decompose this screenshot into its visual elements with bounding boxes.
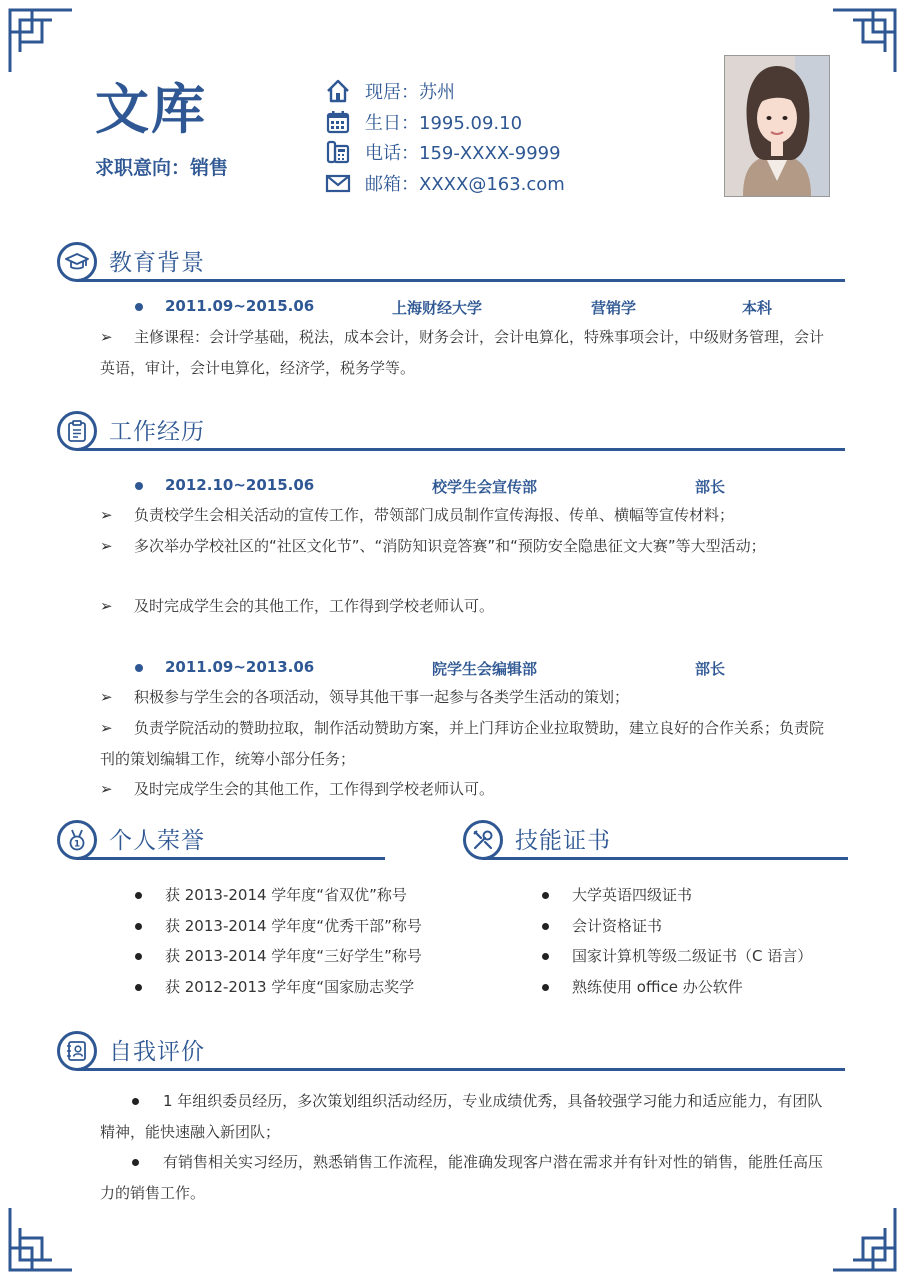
arrow-bullet-icon: ➢	[100, 780, 113, 798]
section-divider	[77, 1068, 845, 1071]
home-icon	[325, 78, 351, 104]
work-entry-1	[135, 476, 835, 496]
contact-phone: 电话：159-XXXX-9999	[365, 143, 561, 165]
section-title: 个人荣誉	[109, 828, 205, 854]
svg-text:1: 1	[73, 839, 81, 850]
corner-ornament-bottom-left	[8, 1206, 74, 1272]
calendar-icon	[325, 109, 351, 135]
work-role: 部长	[695, 660, 726, 678]
contact-birthday: 生日：1995.09.10	[365, 112, 523, 134]
list-item: 获 2012-2013 学年度“国家励志奖学	[135, 972, 422, 1003]
arrow-bullet-icon: ➢	[100, 328, 113, 346]
skills-list	[542, 880, 812, 1002]
section-work	[57, 411, 845, 455]
arrow-bullet-icon: ➢	[100, 506, 113, 524]
section-education	[57, 242, 845, 286]
mail-icon	[325, 170, 351, 196]
medal-icon	[57, 820, 97, 860]
clipboard-icon	[57, 411, 97, 451]
contact-email: 邮箱：XXXX@163.com	[365, 173, 565, 195]
list-item: 获 2013-2014 学年度“优秀干部”称号	[135, 911, 422, 942]
candidate-name: 文库	[95, 78, 207, 141]
corner-ornament-top-left	[8, 8, 74, 74]
bullet-dot	[135, 664, 143, 672]
contact-row-email	[325, 168, 565, 199]
contact-row-phone	[325, 137, 565, 168]
work-org: 院学生会编辑部	[432, 660, 538, 678]
education-courses: ➢ 主修课程：会计学基础，税法，成本会计，财务会计，会计电算化，特殊事项会计，中级财务管理，会计英语，审计，会计电算化，经济学，税务学等。	[100, 322, 830, 383]
work-period: 2012.10~2015.06	[165, 476, 315, 494]
section-divider	[483, 857, 848, 860]
work-item: ➢ 负责学院活动的赞助拉取，制作活动赞助方案，并上门拜访企业拉取赞助，建立良好的合作关系；负责院刊的策划编辑工作，统筹小部分任务；	[100, 713, 830, 774]
contact-info	[325, 76, 565, 198]
section-honors	[57, 820, 385, 864]
self-eval-item: 有销售相关实习经历，熟悉销售工作流程，能准确发现客户潜在需求并有针对性的销售，能胜任高压力的销售工作。	[100, 1153, 824, 1202]
work-item: ➢ 及时完成学生会的其他工作，工作得到学校老师认可。	[100, 774, 830, 805]
honors-list	[135, 880, 422, 1002]
section-title: 自我评价	[109, 1039, 205, 1065]
list-item: 熟练使用 office 办公软件	[542, 972, 812, 1003]
education-major: 营销学	[591, 299, 637, 317]
profile-photo	[724, 55, 830, 197]
contact-row-birthday	[325, 107, 565, 138]
bullet-dot	[132, 1159, 139, 1166]
bullet-dot	[135, 482, 143, 490]
work-period: 2011.09~2013.06	[165, 658, 315, 676]
section-divider	[77, 448, 845, 451]
section-divider	[77, 279, 845, 282]
work-item: ➢ 负责校学生会相关活动的宣传工作，带领部门成员制作宣传海报、传单、横幅等宣传材料；	[100, 500, 830, 531]
list-item: 会计资格证书	[542, 911, 812, 942]
graduation-cap-icon	[57, 242, 97, 282]
arrow-bullet-icon: ➢	[100, 597, 113, 615]
profile-card-icon	[57, 1031, 97, 1071]
list-item: 大学英语四级证书	[542, 880, 812, 911]
contact-address: 现居：苏州	[365, 82, 455, 104]
corner-ornament-top-right	[831, 8, 897, 74]
section-title: 工作经历	[109, 419, 205, 445]
arrow-bullet-icon: ➢	[100, 719, 113, 737]
section-divider	[77, 857, 385, 860]
section-skills	[463, 820, 848, 864]
section-title: 教育背景	[109, 250, 205, 276]
section-self-evaluation	[57, 1031, 845, 1075]
tools-icon	[463, 820, 503, 860]
arrow-bullet-icon: ➢	[100, 688, 113, 706]
education-degree: 本科	[742, 299, 773, 317]
work-role: 部长	[695, 478, 726, 496]
education-entry	[135, 297, 835, 317]
list-item: 获 2013-2014 学年度“省双优”称号	[135, 880, 422, 911]
education-school: 上海财经大学	[392, 299, 483, 317]
work-entry-2	[135, 658, 835, 678]
list-item: 获 2013-2014 学年度“三好学生”称号	[135, 941, 422, 972]
work-item: ➢ 及时完成学生会的其他工作，工作得到学校老师认可。	[100, 591, 830, 622]
work-item: ➢ 多次举办学校社区的“社区文化节”、“消防知识竞答赛”和“预防安全隐患征文大赛”等大型活动；	[100, 531, 830, 562]
education-period: 2011.09~2015.06	[165, 297, 315, 315]
section-title: 技能证书	[515, 828, 611, 854]
job-intent: 求职意向：销售	[95, 157, 229, 179]
bullet-dot	[132, 1098, 139, 1105]
contact-row-address	[325, 76, 565, 107]
self-eval-item: 1 年组织委员经历，多次策划组织活动经历，专业成绩优秀，具备较强学习能力和适应能力，有团队精神，能快速融入新团队；	[100, 1092, 823, 1141]
work-item: ➢ 积极参与学生会的各项活动，领导其他干事一起参与各类学生活动的策划；	[100, 682, 830, 713]
bullet-dot	[135, 303, 143, 311]
phone-icon	[325, 139, 351, 165]
work-org: 校学生会宣传部	[432, 478, 538, 496]
list-item: 国家计算机等级二级证书（C 语言）	[542, 941, 812, 972]
corner-ornament-bottom-right	[831, 1206, 897, 1272]
arrow-bullet-icon: ➢	[100, 537, 113, 555]
